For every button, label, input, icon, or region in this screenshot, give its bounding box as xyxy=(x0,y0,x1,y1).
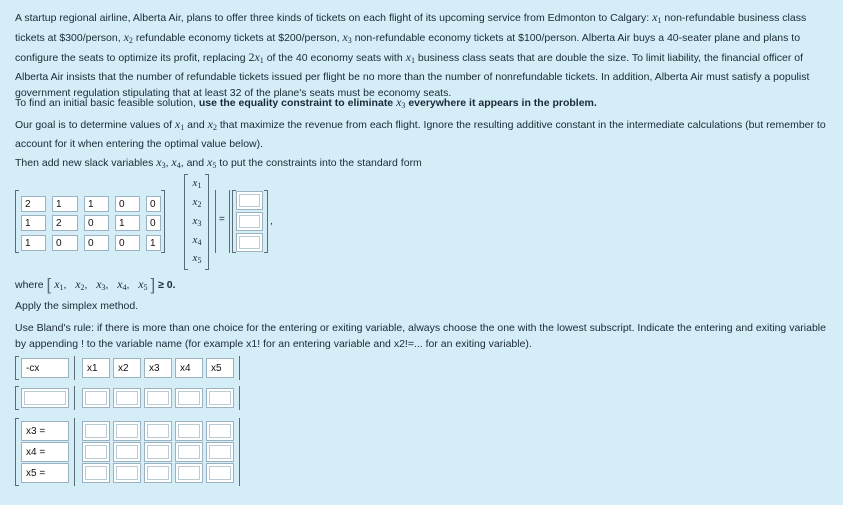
tableau-input[interactable] xyxy=(144,442,172,462)
matrix-cell[interactable]: 0 xyxy=(146,215,161,231)
basis-label-x5[interactable]: x5 = xyxy=(21,463,69,483)
tableau-header-x4[interactable]: x4 xyxy=(175,358,203,378)
tableau-header-x3[interactable]: x3 xyxy=(144,358,172,378)
blands-rule-text: Use Bland's rule: if there is more than one choice for the entering or exiting variable, always choose the one with the lowest subscript. Indicate the entering and exiting variable by appending ! to the variable name (for example x1! for an entering variable and x2!=... for an exiting variable). xyxy=(15,322,826,350)
matrix-cell[interactable]: 0 xyxy=(115,196,140,212)
tableau-header-cx[interactable]: -cx xyxy=(21,358,69,378)
objective-input[interactable] xyxy=(206,388,234,408)
tableau-header-x5[interactable]: x5 xyxy=(206,358,234,378)
matrix-cell[interactable]: 1 xyxy=(115,215,140,231)
slack-statement: Then add new slack variables $x_3$, $x_4$, and $x_5$ to put the constraints into the standard form xyxy=(15,155,422,170)
tableau-input[interactable] xyxy=(82,421,110,441)
matrix-cell[interactable]: 1 xyxy=(21,235,46,251)
tableau-input[interactable] xyxy=(82,442,110,462)
tableau-input[interactable] xyxy=(175,421,203,441)
var-x1: $x_1$ xyxy=(192,177,202,190)
matrix-cell[interactable]: 1 xyxy=(84,196,109,212)
problem-statement: A startup regional airline, Alberta Air, plans to offer three kinds of tickets on each flight of its upcoming service from Edmonton to Calgary: $x_1$ non-refundable business class tickets at $300/person, $x_2$ refundable economy tickets at $200/person, $x_3$ non-refundable economy tickets at $100/person. Alberta Air buys a 40-seater plane and plans to configure the seats to optimize its profit, replacing $2x_1$ of the 40 economy seats with $x_1$ business class seats that are double the size. To limit liability, the financial officer of Alberta Air insists that the number of refundable tickets issued per flight be no more than the number of nonrefundable tickets. In addition, Alberta Air must satisfy a populist government regulation stipulating that at least 32 of the plane's seats must be economy seats. xyxy=(15,10,810,99)
var-x2: $x_2$ xyxy=(192,196,202,209)
rhs-comma: , xyxy=(270,216,273,227)
nonnegativity-line: where [ $x_1$, $x_2$, $x_3$, $x_4$, $x_5$ ] ≥ 0. xyxy=(15,275,176,294)
matrix-cell[interactable]: 2 xyxy=(52,215,78,231)
matrix-cell[interactable]: 0 xyxy=(52,235,78,251)
tableau-header-x2[interactable]: x2 xyxy=(113,358,141,378)
tableau-header-x1[interactable]: x1 xyxy=(82,358,110,378)
matrix-cell[interactable]: 1 xyxy=(146,235,161,251)
matrix-cell[interactable]: 1 xyxy=(21,215,46,231)
tableau-input[interactable] xyxy=(206,421,234,441)
basis-label-x4[interactable]: x4 = xyxy=(21,442,69,462)
basis-label-x3[interactable]: x3 = xyxy=(21,421,69,441)
tableau-input[interactable] xyxy=(144,463,172,483)
equals-sign: = xyxy=(219,214,225,225)
tableau-input[interactable] xyxy=(206,442,234,462)
objective-label-input[interactable] xyxy=(21,388,69,408)
tableau-input[interactable] xyxy=(175,463,203,483)
objective-input[interactable] xyxy=(82,388,110,408)
tableau-input[interactable] xyxy=(82,463,110,483)
var-x3: $x_3$ xyxy=(192,215,202,228)
matrix-cell[interactable]: 0 xyxy=(84,235,109,251)
matrix-cell[interactable]: 0 xyxy=(115,235,140,251)
rhs-input-2[interactable] xyxy=(236,212,263,231)
objective-input[interactable] xyxy=(144,388,172,408)
tableau-input[interactable] xyxy=(144,421,172,441)
instruction-eliminate: To find an initial basic feasible solution, use the equality constraint to eliminate $x_3$ everywhere it appears in the problem. xyxy=(15,95,597,110)
objective-input[interactable] xyxy=(113,388,141,408)
tableau-input[interactable] xyxy=(206,463,234,483)
rhs-input-3[interactable] xyxy=(236,233,263,252)
rhs-input-1[interactable] xyxy=(236,191,263,210)
objective-input[interactable] xyxy=(175,388,203,408)
goal-statement: Our goal is to determine values of $x_1$ and $x_2$ that maximize the revenue from each flight. Ignore the resulting additive constant in the intermediate calculations (but remember to account for it when entering the optimal value below). xyxy=(15,117,826,150)
var-x4: $x_4$ xyxy=(192,234,202,247)
matrix-cell[interactable]: 2 xyxy=(21,196,46,212)
matrix-cell[interactable]: 1 xyxy=(52,196,78,212)
tableau-input[interactable] xyxy=(175,442,203,462)
tableau-input[interactable] xyxy=(113,463,141,483)
matrix-cell[interactable]: 0 xyxy=(146,196,161,212)
matrix-cell[interactable]: 0 xyxy=(84,215,109,231)
apply-simplex-text: Apply the simplex method. xyxy=(15,300,139,312)
var-x5: $x_5$ xyxy=(192,252,202,265)
tableau-input[interactable] xyxy=(113,442,141,462)
tableau-input[interactable] xyxy=(113,421,141,441)
